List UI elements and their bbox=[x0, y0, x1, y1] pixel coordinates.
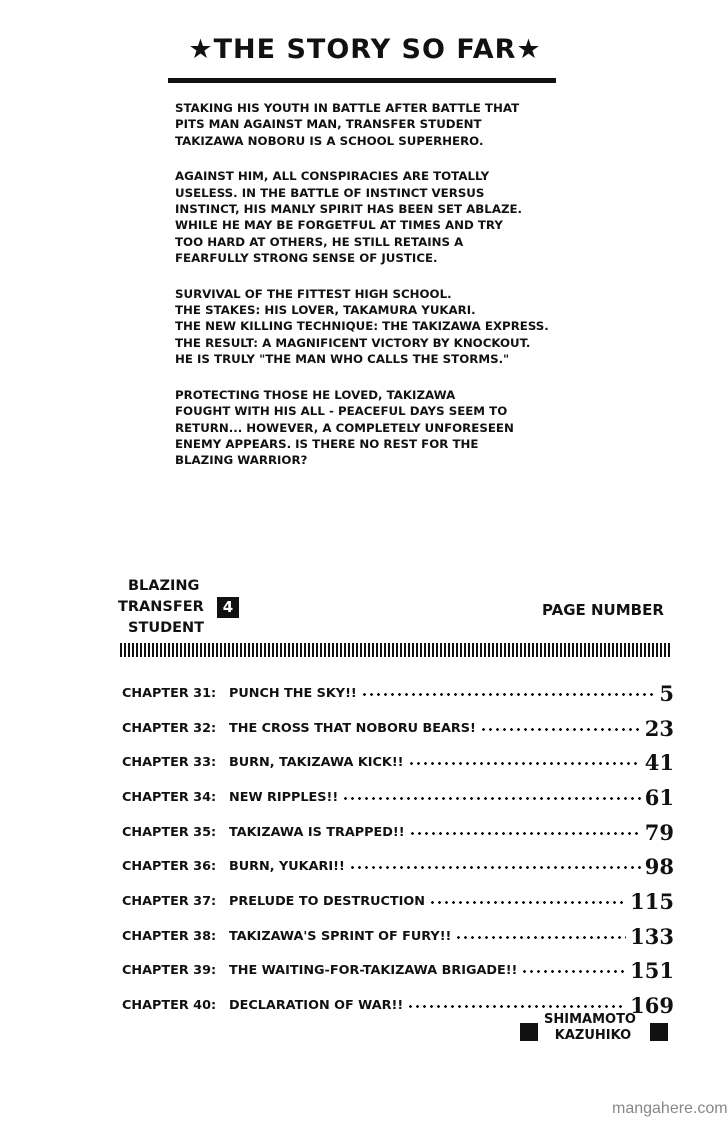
square-bullet-icon bbox=[650, 1023, 668, 1041]
chapter-number: CHAPTER 35: bbox=[122, 824, 217, 840]
dot-leader bbox=[409, 832, 641, 835]
chapter-page: 169 bbox=[630, 993, 674, 1019]
chapter-page: 5 bbox=[659, 680, 674, 706]
toc-row[interactable] bbox=[122, 745, 674, 780]
chapter-number: CHAPTER 33: bbox=[122, 755, 217, 771]
toc-row[interactable] bbox=[122, 676, 674, 711]
dot-leader bbox=[455, 936, 626, 939]
author-line: KAZUHIKO bbox=[554, 1028, 632, 1043]
chapter-title: DECLARATION OF WAR!! bbox=[229, 998, 404, 1014]
author-credit bbox=[544, 1012, 636, 1044]
toc-row[interactable] bbox=[122, 815, 674, 850]
page-title: ★THE STORY SO FAR★ bbox=[188, 34, 542, 65]
chapter-page: 133 bbox=[630, 923, 674, 949]
chapter-page: 115 bbox=[630, 888, 674, 914]
chapter-page: 41 bbox=[644, 750, 674, 776]
dot-leader bbox=[349, 866, 641, 869]
dot-leader bbox=[407, 1005, 626, 1008]
chapter-number: CHAPTER 34: bbox=[122, 789, 217, 805]
chapter-title: BURN, YUKARI!! bbox=[229, 859, 345, 875]
author-line: SHIMAMOTO bbox=[544, 1012, 636, 1027]
chapter-number: CHAPTER 31: bbox=[122, 685, 217, 701]
series-title-line: STUDENT bbox=[128, 620, 205, 636]
series-title bbox=[118, 576, 204, 639]
square-bullet-icon bbox=[520, 1023, 538, 1041]
toc-row[interactable] bbox=[122, 849, 674, 884]
site-watermark: mangahere.com bbox=[612, 1100, 728, 1117]
chapter-page: 98 bbox=[644, 854, 674, 880]
chapter-page: 61 bbox=[644, 784, 674, 810]
toc-row[interactable] bbox=[122, 919, 674, 954]
chapter-title: TAKIZAWA IS TRAPPED!! bbox=[229, 824, 405, 840]
chapter-title: TAKIZAWA'S SPRINT OF FURY!! bbox=[229, 928, 452, 944]
chapter-number: CHAPTER 40: bbox=[122, 998, 217, 1014]
table-of-contents bbox=[122, 676, 674, 1023]
chapter-title: NEW RIPPLES!! bbox=[229, 789, 339, 805]
dot-leader bbox=[408, 762, 641, 765]
chapter-title: PUNCH THE SKY!! bbox=[229, 685, 357, 701]
chapter-title: THE CROSS THAT NOBORU BEARS! bbox=[229, 720, 476, 736]
dot-leader bbox=[342, 797, 641, 800]
chapter-number: CHAPTER 32: bbox=[122, 720, 217, 736]
synopsis-paragraph: AGAINST HIM, ALL CONSPIRACIES ARE TOTALLY USELESS. IN THE BATTLE OF INSTINCT VERSUS INSTINCT, HIS MANLY SPIRIT HAS BEEN SET ABLAZE. WHILE HE MAY BE FORGETFUL AT TIMES AND TRY TOO HARD AT OTHERS, HE STILL RETAINS A FEARFULLY STRONG SENSE OF JUSTICE. bbox=[175, 169, 523, 266]
synopsis-paragraph: SURVIVAL OF THE FITTEST HIGH SCHOOL. THE STAKES: HIS LOVER, TAKAMURA YUKARI. THE NEW KILLING TECHNIQUE: THE TAKIZAWA EXPRESS. THE RESULT: A MAGNIFICENT VICTORY BY KNOCKOUT. HE IS TRULY "THE MAN WHO CALLS THE STORMS." bbox=[175, 286, 549, 367]
chapter-page: 23 bbox=[644, 715, 674, 741]
chapter-title: BURN, TAKIZAWA KICK!! bbox=[229, 755, 404, 771]
toc-row[interactable] bbox=[122, 884, 674, 919]
divider-stripe bbox=[120, 643, 672, 657]
toc-row[interactable] bbox=[122, 711, 674, 746]
synopsis-paragraph: STAKING HIS YOUTH IN BATTLE AFTER BATTLE THAT PITS MAN AGAINST MAN, TRANSFER STUDENT TAKIZAWA NOBORU IS A SCHOOL SUPERHERO. bbox=[175, 101, 520, 148]
dot-leader bbox=[521, 970, 626, 973]
volume-badge: 4 bbox=[217, 597, 239, 618]
chapter-number: CHAPTER 39: bbox=[122, 963, 217, 979]
story-synopsis bbox=[175, 100, 555, 488]
dot-leader bbox=[361, 693, 656, 696]
chapter-title: PRELUDE TO DESTRUCTION bbox=[229, 893, 425, 909]
chapter-number: CHAPTER 38: bbox=[122, 928, 217, 944]
chapter-page: 151 bbox=[630, 958, 674, 984]
synopsis-paragraph: PROTECTING THOSE HE LOVED, TAKIZAWA FOUGHT WITH HIS ALL - PEACEFUL DAYS SEEM TO RETURN... HOWEVER, A COMPLETELY UNFORESEEN ENEMY APPEARS. IS THERE NO REST FOR THE BLAZING WARRIOR? bbox=[175, 387, 514, 468]
dot-leader bbox=[480, 728, 641, 731]
chapter-page: 79 bbox=[644, 819, 674, 845]
toc-row[interactable] bbox=[122, 954, 674, 989]
series-title-line: BLAZING bbox=[128, 578, 200, 594]
title-underline bbox=[168, 78, 556, 83]
chapter-number: CHAPTER 36: bbox=[122, 859, 217, 875]
dot-leader bbox=[429, 901, 626, 904]
chapter-title: THE WAITING-FOR-TAKIZAWA BRIGADE!! bbox=[229, 963, 518, 979]
page-number-header: PAGE NUMBER bbox=[542, 601, 664, 619]
chapter-number: CHAPTER 37: bbox=[122, 893, 217, 909]
series-title-line: TRANSFER bbox=[118, 599, 204, 615]
toc-row[interactable] bbox=[122, 780, 674, 815]
